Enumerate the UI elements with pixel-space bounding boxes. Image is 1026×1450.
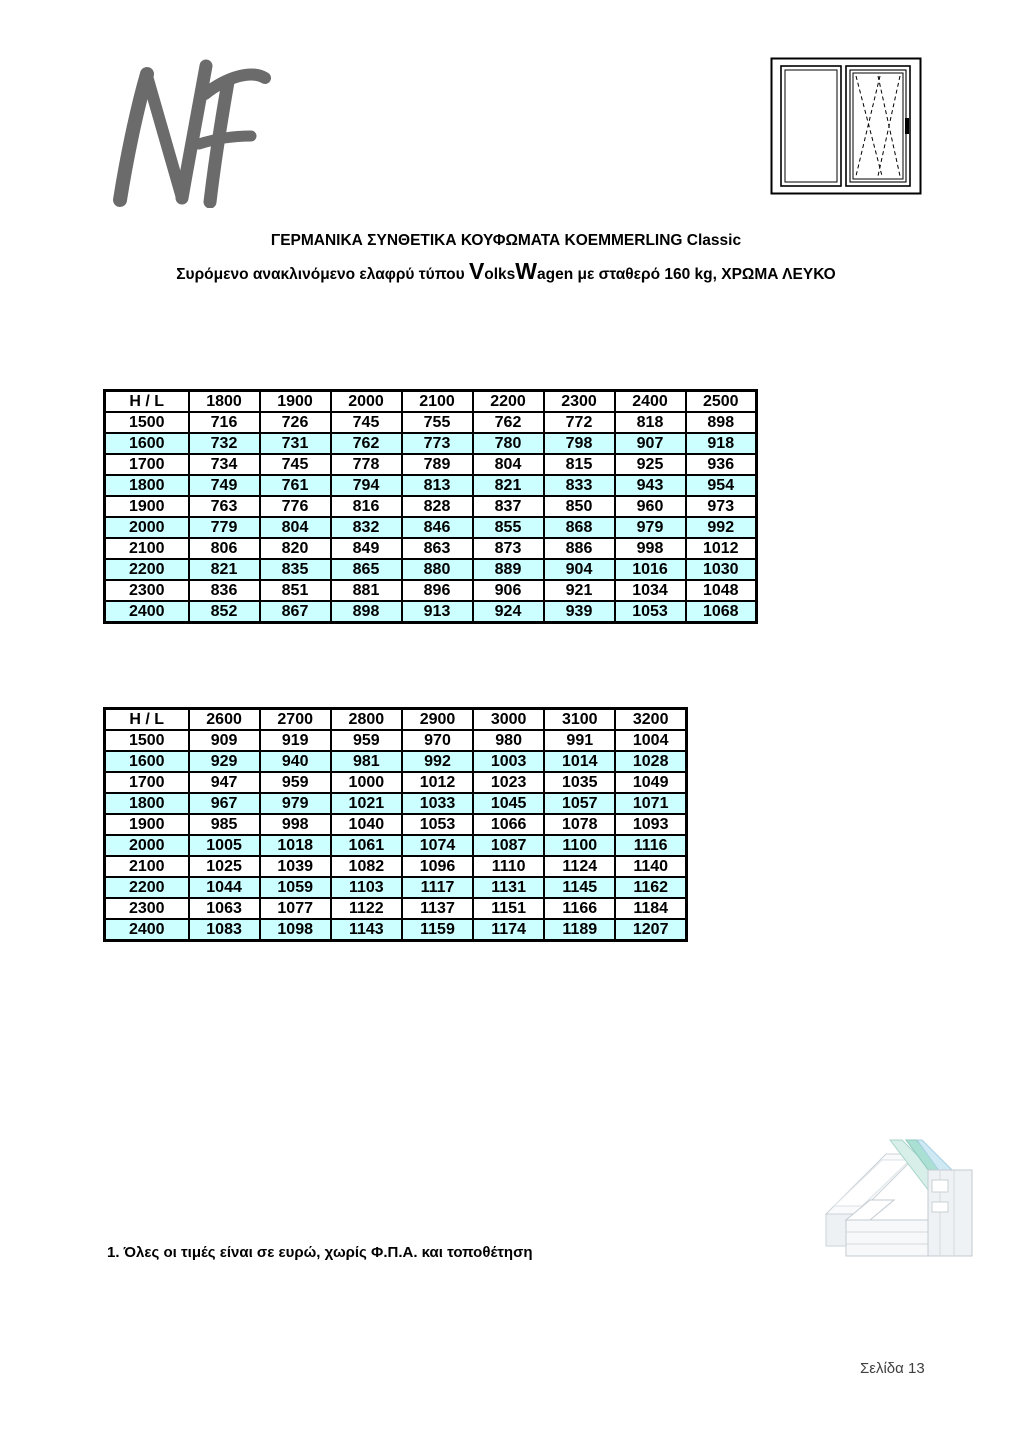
price-cell: 813 [402, 475, 473, 496]
price-cell: 1059 [260, 877, 331, 898]
price-cell: 852 [189, 601, 260, 623]
price-cell: 1087 [473, 835, 544, 856]
price-cell: 939 [544, 601, 615, 623]
price-cell: 772 [544, 412, 615, 433]
price-cell: 1000 [331, 772, 402, 793]
price-cell: 1082 [331, 856, 402, 877]
price-cell: 886 [544, 538, 615, 559]
price-cell: 761 [260, 475, 331, 496]
price-cell: 1048 [686, 580, 757, 601]
subtitle-tail: με σταθερό 160 kg, ΧΡΩΜΑ ΛΕΥΚΟ [573, 266, 836, 283]
row-header-cell: 2300 [105, 580, 189, 601]
price-cell: 881 [331, 580, 402, 601]
price-cell: 745 [331, 412, 402, 433]
price-cell: 804 [260, 517, 331, 538]
price-cell: 1025 [189, 856, 260, 877]
row-header-cell: 2200 [105, 559, 189, 580]
subtitle-volks: olks [484, 266, 516, 283]
price-cell: 880 [402, 559, 473, 580]
price-cell: 1045 [473, 793, 544, 814]
corner-header-cell: H / L [105, 709, 189, 731]
price-cell: 970 [402, 730, 473, 751]
price-cell: 867 [260, 601, 331, 623]
price-cell: 1074 [402, 835, 473, 856]
price-cell: 921 [544, 580, 615, 601]
price-cell: 732 [189, 433, 260, 454]
price-cell: 943 [615, 475, 686, 496]
price-cell: 924 [473, 601, 544, 623]
row-header-cell: 1600 [105, 433, 189, 454]
table-row [105, 751, 687, 772]
table-header-row [105, 709, 687, 731]
table-row [105, 856, 687, 877]
price-cell: 835 [260, 559, 331, 580]
price-cell: 1035 [544, 772, 615, 793]
price-cell: 898 [686, 412, 757, 433]
price-cell: 1103 [331, 877, 402, 898]
price-cell: 1166 [544, 898, 615, 919]
col-header-cell: 1800 [189, 391, 260, 413]
price-cell: 1021 [331, 793, 402, 814]
window-handle-icon [905, 118, 909, 134]
price-cell: 873 [473, 538, 544, 559]
price-cell: 863 [402, 538, 473, 559]
price-cell: 780 [473, 433, 544, 454]
price-cell: 833 [544, 475, 615, 496]
subtitle-text: Συρόμενο ανακλινόμενο ελαφρύ τύπου [176, 266, 469, 283]
price-cell: 1137 [402, 898, 473, 919]
price-cell: 789 [402, 454, 473, 475]
row-header-cell: 2400 [105, 601, 189, 623]
price-cell: 1207 [615, 919, 686, 941]
window-diagram-icon [770, 57, 922, 195]
table-row [105, 772, 687, 793]
price-cell: 762 [331, 433, 402, 454]
price-cell: 1116 [615, 835, 686, 856]
price-cell: 818 [615, 412, 686, 433]
price-cell: 1143 [331, 919, 402, 941]
price-cell: 954 [686, 475, 757, 496]
nf-logo [106, 50, 271, 208]
corner-header-cell: H / L [105, 391, 189, 413]
table-row [105, 538, 757, 559]
table-row [105, 835, 687, 856]
price-cell: 929 [189, 751, 260, 772]
price-cell: 1083 [189, 919, 260, 941]
price-cell: 815 [544, 454, 615, 475]
subtitle-big-v: V [468, 258, 485, 284]
table-row [105, 814, 687, 835]
row-header-cell: 2400 [105, 919, 189, 941]
price-cell: 1124 [544, 856, 615, 877]
price-cell: 821 [473, 475, 544, 496]
subtitle-wagen: agen [537, 266, 574, 283]
price-cell: 907 [615, 433, 686, 454]
price-cell: 1039 [260, 856, 331, 877]
price-cell: 1131 [473, 877, 544, 898]
price-cell: 973 [686, 496, 757, 517]
row-header-cell: 1700 [105, 772, 189, 793]
price-cell: 837 [473, 496, 544, 517]
col-header-cell: 2900 [402, 709, 473, 731]
price-cell: 1012 [686, 538, 757, 559]
price-cell: 1030 [686, 559, 757, 580]
row-header-cell: 2100 [105, 856, 189, 877]
price-cell: 865 [331, 559, 402, 580]
col-header-cell: 2100 [402, 391, 473, 413]
table-row [105, 877, 687, 898]
price-cell: 1034 [615, 580, 686, 601]
price-cell: 868 [544, 517, 615, 538]
table-row [105, 898, 687, 919]
price-cell: 967 [189, 793, 260, 814]
pricing-note: 1. Όλες οι τιμές είναι σε ευρώ, χωρίς Φ.Π.Α. και τοποθέτηση [107, 1244, 533, 1261]
table-row [105, 559, 757, 580]
price-cell: 904 [544, 559, 615, 580]
price-cell: 1053 [615, 601, 686, 623]
col-header-cell: 2700 [260, 709, 331, 731]
price-cell: 776 [260, 496, 331, 517]
price-cell: 979 [615, 517, 686, 538]
price-cell: 816 [331, 496, 402, 517]
price-cell: 936 [686, 454, 757, 475]
price-cell: 1162 [615, 877, 686, 898]
col-header-cell: 2300 [544, 391, 615, 413]
row-header-cell: 2100 [105, 538, 189, 559]
col-header-cell: 3000 [473, 709, 544, 731]
price-cell: 745 [260, 454, 331, 475]
price-cell: 1151 [473, 898, 544, 919]
price-cell: 889 [473, 559, 544, 580]
price-cell: 734 [189, 454, 260, 475]
col-header-cell: 3200 [615, 709, 686, 731]
price-cell: 1189 [544, 919, 615, 941]
price-cell: 1184 [615, 898, 686, 919]
price-table-2 [103, 707, 688, 942]
price-cell: 959 [331, 730, 402, 751]
price-cell: 896 [402, 580, 473, 601]
col-header-cell: 2400 [615, 391, 686, 413]
price-cell: 898 [331, 601, 402, 623]
price-cell: 1004 [615, 730, 686, 751]
price-cell: 1096 [402, 856, 473, 877]
col-header-cell: 1900 [260, 391, 331, 413]
window-diagram [770, 57, 922, 195]
price-cell: 1018 [260, 835, 331, 856]
price-cell: 1098 [260, 919, 331, 941]
row-header-cell: 1800 [105, 793, 189, 814]
price-cell: 1145 [544, 877, 615, 898]
price-cell: 846 [402, 517, 473, 538]
price-cell: 960 [615, 496, 686, 517]
price-cell: 820 [260, 538, 331, 559]
price-cell: 798 [544, 433, 615, 454]
price-cell: 1023 [473, 772, 544, 793]
price-cell: 992 [402, 751, 473, 772]
price-cell: 1033 [402, 793, 473, 814]
nf-logo-icon [106, 50, 271, 208]
price-cell: 763 [189, 496, 260, 517]
price-cell: 1005 [189, 835, 260, 856]
price-cell: 992 [686, 517, 757, 538]
col-header-cell: 3100 [544, 709, 615, 731]
price-cell: 919 [260, 730, 331, 751]
price-cell: 832 [331, 517, 402, 538]
price-cell: 794 [331, 475, 402, 496]
price-cell: 1117 [402, 877, 473, 898]
price-cell: 806 [189, 538, 260, 559]
price-cell: 906 [473, 580, 544, 601]
price-cell: 1028 [615, 751, 686, 772]
price-cell: 1049 [615, 772, 686, 793]
price-cell: 1044 [189, 877, 260, 898]
page-subtitle [0, 254, 1012, 292]
row-header-cell: 1500 [105, 412, 189, 433]
price-cell: 1063 [189, 898, 260, 919]
price-cell: 731 [260, 433, 331, 454]
price-cell: 1159 [402, 919, 473, 941]
price-cell: 855 [473, 517, 544, 538]
table-row [105, 793, 687, 814]
price-cell: 979 [260, 793, 331, 814]
price-cell: 804 [473, 454, 544, 475]
window-profile-photo-icon [820, 1136, 978, 1266]
price-cell: 947 [189, 772, 260, 793]
price-cell: 1078 [544, 814, 615, 835]
price-cell: 985 [189, 814, 260, 835]
price-cell: 1100 [544, 835, 615, 856]
row-header-cell: 1800 [105, 475, 189, 496]
price-cell: 1066 [473, 814, 544, 835]
price-cell: 1140 [615, 856, 686, 877]
price-cell: 959 [260, 772, 331, 793]
price-cell: 726 [260, 412, 331, 433]
price-cell: 828 [402, 496, 473, 517]
col-header-cell: 2800 [331, 709, 402, 731]
col-header-cell: 2600 [189, 709, 260, 731]
table-row [105, 496, 757, 517]
price-cell: 821 [189, 559, 260, 580]
col-header-cell: 2000 [331, 391, 402, 413]
price-cell: 1003 [473, 751, 544, 772]
price-cell: 1016 [615, 559, 686, 580]
row-header-cell: 2000 [105, 835, 189, 856]
table-row [105, 919, 687, 941]
price-cell: 1012 [402, 772, 473, 793]
price-cell: 1071 [615, 793, 686, 814]
row-header-cell: 1900 [105, 496, 189, 517]
price-cell: 909 [189, 730, 260, 751]
table-row [105, 412, 757, 433]
price-cell: 998 [615, 538, 686, 559]
price-cell: 762 [473, 412, 544, 433]
price-cell: 1093 [615, 814, 686, 835]
row-header-cell: 2000 [105, 517, 189, 538]
price-cell: 778 [331, 454, 402, 475]
table-row [105, 580, 757, 601]
price-cell: 1077 [260, 898, 331, 919]
price-cell: 1014 [544, 751, 615, 772]
table-row [105, 517, 757, 538]
row-header-cell: 2200 [105, 877, 189, 898]
price-cell: 1040 [331, 814, 402, 835]
price-cell: 918 [686, 433, 757, 454]
price-cell: 779 [189, 517, 260, 538]
row-header-cell: 1600 [105, 751, 189, 772]
price-cell: 850 [544, 496, 615, 517]
table-row [105, 601, 757, 623]
page-title: ΓΕΡΜΑΝΙΚΑ ΣΥΝΘΕΤΙΚΑ ΚΟΥΦΩΜΑΤΑ KOEMMERLING Classic [270, 232, 742, 249]
price-cell: 1174 [473, 919, 544, 941]
product-photo [820, 1136, 978, 1266]
subtitle-big-w: W [515, 258, 538, 284]
row-header-cell: 1500 [105, 730, 189, 751]
price-cell: 716 [189, 412, 260, 433]
price-cell: 1068 [686, 601, 757, 623]
price-cell: 925 [615, 454, 686, 475]
price-cell: 773 [402, 433, 473, 454]
price-cell: 1053 [402, 814, 473, 835]
price-cell: 1122 [331, 898, 402, 919]
row-header-cell: 1700 [105, 454, 189, 475]
price-cell: 981 [331, 751, 402, 772]
price-cell: 849 [331, 538, 402, 559]
col-header-cell: 2500 [686, 391, 757, 413]
row-header-cell: 1900 [105, 814, 189, 835]
price-table-1 [103, 389, 758, 624]
price-cell: 836 [189, 580, 260, 601]
table-row [105, 475, 757, 496]
price-cell: 851 [260, 580, 331, 601]
price-cell: 980 [473, 730, 544, 751]
price-cell: 998 [260, 814, 331, 835]
price-cell: 755 [402, 412, 473, 433]
price-cell: 991 [544, 730, 615, 751]
price-cell: 749 [189, 475, 260, 496]
price-cell: 1057 [544, 793, 615, 814]
table-row [105, 730, 687, 751]
col-header-cell: 2200 [473, 391, 544, 413]
table-header-row [105, 391, 757, 413]
price-cell: 940 [260, 751, 331, 772]
price-cell: 1061 [331, 835, 402, 856]
page-number: Σελίδα 13 [860, 1360, 925, 1377]
table-row [105, 433, 757, 454]
table-row [105, 454, 757, 475]
price-cell: 1110 [473, 856, 544, 877]
price-cell: 913 [402, 601, 473, 623]
row-header-cell: 2300 [105, 898, 189, 919]
